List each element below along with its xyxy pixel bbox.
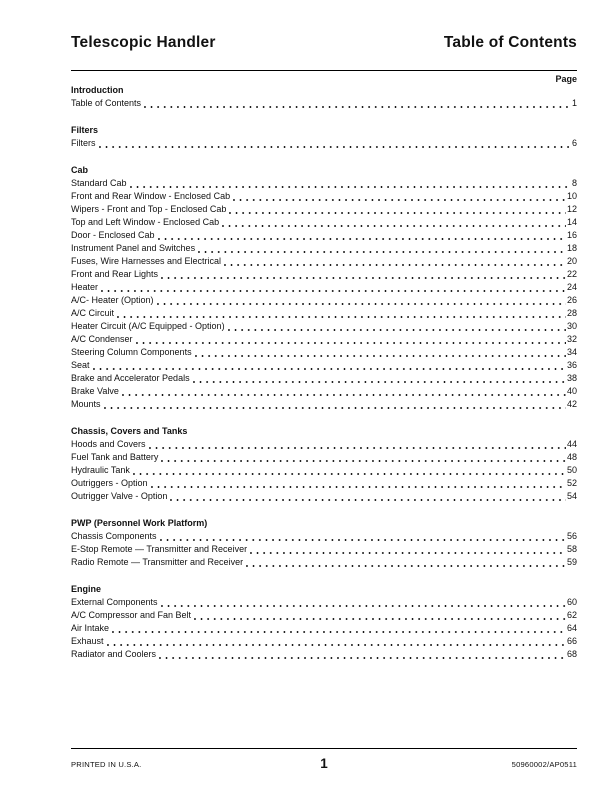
dot-leader [229,212,566,214]
section-heading: Filters [71,125,99,135]
entry-title: Outrigger Valve - Option [71,491,168,501]
dot-leader [159,657,566,659]
entry-page-number: 30 [566,321,577,331]
entry-page-number: 8 [571,178,577,188]
footer-divider [71,748,577,749]
document-title: Telescopic Handler [71,34,216,51]
toc-entry [71,622,577,635]
toc-section [71,124,577,150]
entry-title: Wipers - Front and Top - Enclosed Cab [71,204,227,214]
section-heading: Introduction [71,85,124,95]
dot-leader [228,329,566,331]
toc-entry [71,648,577,661]
dot-leader [104,407,566,409]
entry-title: Top and Left Window - Enclosed Cab [71,217,220,227]
section-heading: Engine [71,584,102,594]
document-code: 50960002/AP0511 [511,760,577,769]
page-header [71,34,577,52]
toc-entry [71,556,577,569]
section-heading: PWP (Personnel Work Platform) [71,518,208,528]
dot-leader [195,355,566,357]
page-number: 1 [320,756,328,771]
toc-entry [71,320,577,333]
dot-leader [122,394,566,396]
entry-page-number: 50 [566,465,577,475]
page-column-label: Page [555,74,577,84]
toc-entry [71,609,577,622]
page-title: Table of Contents [443,34,577,51]
entry-title: Air Intake [71,623,110,633]
dot-leader [160,539,566,541]
toc-entry [71,255,577,268]
dot-leader [158,238,566,240]
entry-title: Heater [71,282,99,292]
entry-page-number: 18 [566,243,577,253]
entry-page-number: 38 [566,373,577,383]
section-heading: Cab [71,165,89,175]
dot-leader [99,146,571,148]
toc-entry [71,281,577,294]
toc-entry [71,398,577,411]
entry-page-number: 62 [566,610,577,620]
toc-section [71,164,577,411]
dot-leader [198,251,566,253]
entry-page-number: 26 [566,295,577,305]
toc-entry [71,242,577,255]
dot-leader [136,342,566,344]
printed-in-label: PRINTED IN U.S.A. [71,760,142,769]
entry-title: Front and Rear Window - Enclosed Cab [71,191,231,201]
section-heading: Chassis, Covers and Tanks [71,426,188,436]
entry-page-number: 34 [566,347,577,357]
entry-title: Table of Contents [71,98,142,108]
dot-leader [161,605,566,607]
entry-page-number: 22 [566,269,577,279]
toc-entry [71,635,577,648]
entry-page-number: 40 [566,386,577,396]
entry-title: Heater Circuit (A/C Equipped - Option) [71,321,225,331]
entry-title: A/C- Heater (Option) [71,295,154,305]
dot-leader [149,447,566,449]
entry-title: Standard Cab [71,178,127,188]
entry-title: Radiator and Coolers [71,649,157,659]
entry-page-number: 52 [566,478,577,488]
toc-entry [71,490,577,503]
toc-entry [71,464,577,477]
entry-title: Hoods and Covers [71,439,146,449]
entry-title: Fuel Tank and Battery [71,452,159,462]
entry-page-number: 28 [566,308,577,318]
toc-entry [71,190,577,203]
toc-entry [71,438,577,451]
entry-page-number: 54 [566,491,577,501]
toc-entry [71,530,577,543]
dot-leader [246,565,566,567]
toc-entry [71,451,577,464]
entry-page-number: 60 [566,597,577,607]
entry-page-number: 68 [566,649,577,659]
dot-leader [161,277,566,279]
toc-entry [71,97,577,110]
toc-section [71,425,577,503]
entry-title: Outriggers - Option [71,478,148,488]
entry-page-number: 1 [571,98,577,108]
toc-section [71,517,577,569]
entry-page-number: 16 [566,230,577,240]
entry-page-number: 42 [566,399,577,409]
dot-leader [194,618,566,620]
toc-section [71,583,577,661]
dot-leader [144,106,571,108]
entry-title: Instrument Panel and Switches [71,243,196,253]
entry-title: A/C Compressor and Fan Belt [71,610,192,620]
entry-page-number: 32 [566,334,577,344]
entry-page-number: 12 [566,204,577,214]
toc-entry [71,543,577,556]
toc-entry [71,307,577,320]
entry-title: Steering Column Components [71,347,192,357]
toc-entry [71,359,577,372]
dot-leader [93,368,566,370]
dot-leader [157,303,566,305]
toc-entry [71,372,577,385]
entry-page-number: 36 [566,360,577,370]
entry-page-number: 24 [566,282,577,292]
entry-page-number: 6 [571,138,577,148]
toc-entry [71,203,577,216]
toc-entry [71,177,577,190]
entry-title: Exhaust [71,636,104,646]
entry-page-number: 59 [566,557,577,567]
dot-leader [193,381,566,383]
entry-title: E-Stop Remote — Transmitter and Receiver [71,544,248,554]
entry-page-number: 48 [566,452,577,462]
toc-entry [71,268,577,281]
entry-title: Door - Enclosed Cab [71,230,155,240]
entry-title: Brake Valve [71,386,119,396]
entry-title: Radio Remote — Transmitter and Receiver [71,557,244,567]
entry-title: A/C Condenser [71,334,133,344]
entry-page-number: 44 [566,439,577,449]
entry-page-number: 14 [566,217,577,227]
dot-leader [151,486,566,488]
entry-page-number: 64 [566,623,577,633]
dot-leader [112,631,566,633]
toc-entry [71,385,577,398]
entry-title: A/C Circuit [71,308,115,318]
dot-leader [161,460,566,462]
toc-entry [71,229,577,242]
entry-title: Front and Rear Lights [71,269,159,279]
dot-leader [250,552,566,554]
toc-entry [71,137,577,150]
entry-page-number: 10 [566,191,577,201]
toc-entry [71,596,577,609]
toc-section [71,84,577,110]
entry-page-number: 58 [566,544,577,554]
dot-leader [233,199,566,201]
entry-title: Brake and Accelerator Pedals [71,373,190,383]
dot-leader [117,316,566,318]
entry-page-number: 56 [566,531,577,541]
toc-entry [71,346,577,359]
entry-title: Seat [71,360,90,370]
entry-title: External Components [71,597,158,607]
entry-title: Fuses, Wire Harnesses and Electrical [71,256,222,266]
dot-leader [133,473,566,475]
entry-page-number: 20 [566,256,577,266]
entry-title: Filters [71,138,96,148]
toc-entry [71,333,577,346]
entry-title: Chassis Components [71,531,157,541]
dot-leader [224,264,566,266]
toc-entry [71,294,577,307]
dot-leader [130,186,571,188]
header-divider [71,70,577,71]
toc-entry [71,477,577,490]
toc-entry [71,216,577,229]
dot-leader [222,225,566,227]
dot-leader [170,499,566,501]
entry-title: Hydraulic Tank [71,465,130,475]
dot-leader [101,290,566,292]
entry-title: Mounts [71,399,101,409]
dot-leader [107,644,566,646]
table-of-contents [71,84,577,661]
entry-page-number: 66 [566,636,577,646]
